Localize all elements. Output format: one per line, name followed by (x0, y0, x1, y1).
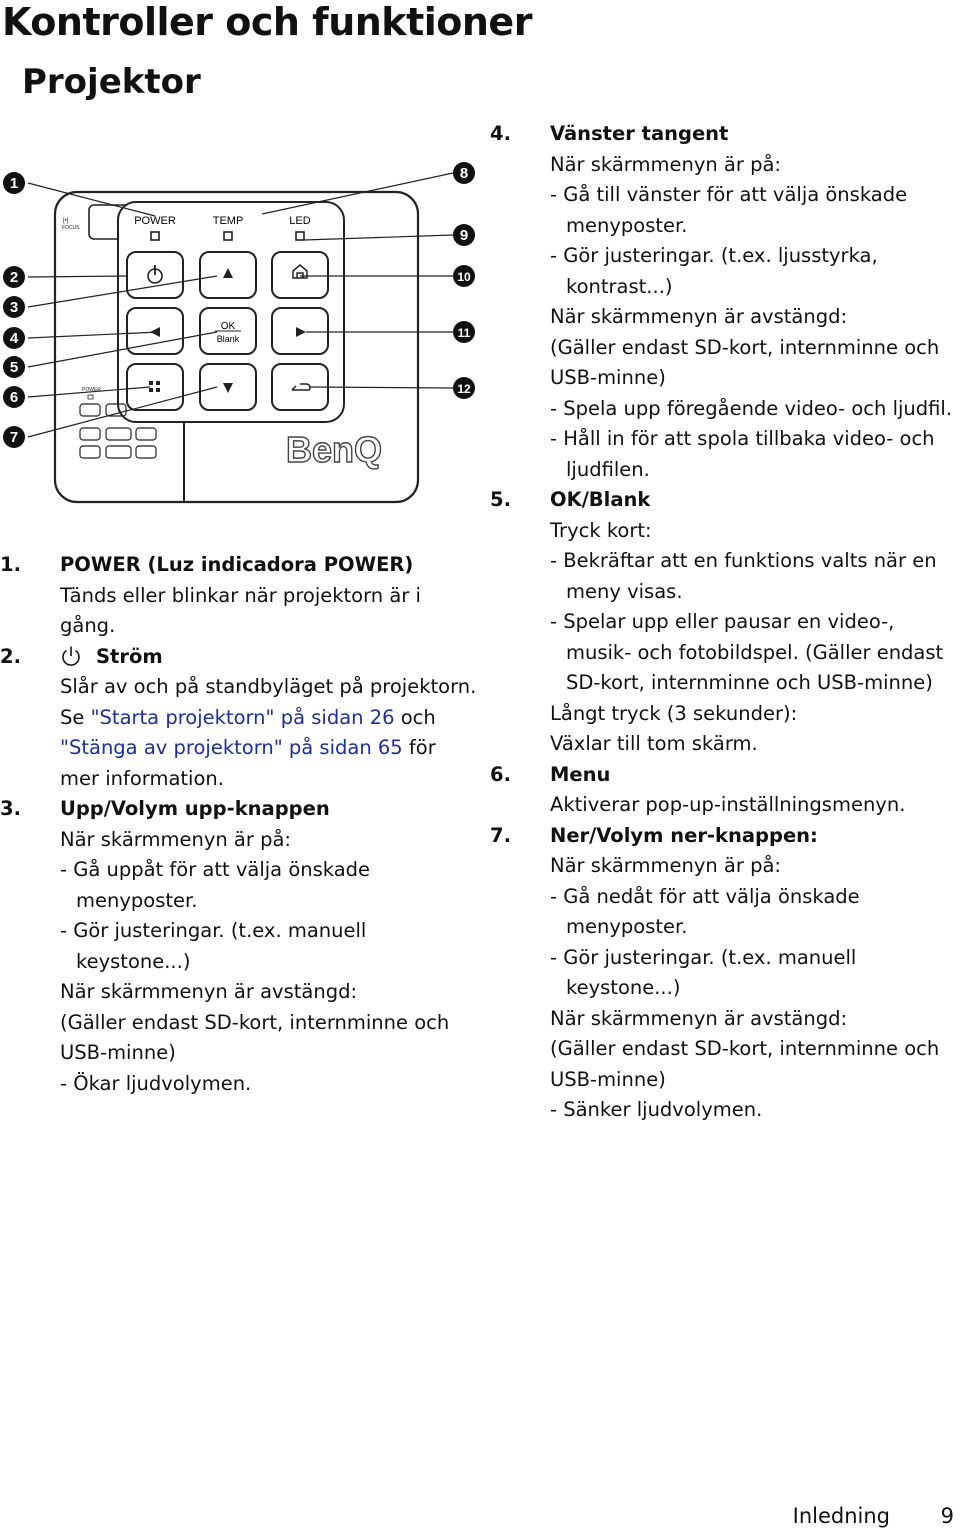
item-text: Aktiverar pop-up-inställningsmenyn. (550, 793, 906, 816)
footer-section-name: Inledning (792, 1504, 890, 1528)
item-number: 4. (490, 122, 511, 145)
item-text: Tänds eller blinkar när projektorn är i gång. (60, 583, 421, 637)
item-text: Växlar till tom skärm. (550, 732, 758, 755)
link-stanga-av-projektorn[interactable]: "Stänga av projektorn" på sidan 65 (60, 736, 403, 759)
callout-7: 7 (9, 429, 19, 446)
callout-6: 6 (9, 389, 19, 406)
indicator-label-temp: TEMP (212, 215, 244, 227)
callout-2: 2 (9, 269, 19, 286)
svg-text:[•]: [•] (63, 218, 69, 224)
item-bullet: - Bekräftar att en funktions valts när en meny visas. (550, 549, 937, 603)
item-text: Långt tryck (3 sekunder): (550, 701, 798, 725)
item-heading: Vänster tangent (550, 122, 729, 145)
item-bullet: - Spela upp föregående video- och ljudfil. (550, 396, 953, 420)
item-text: (Gäller endast SD-kort, internminne och USB-minne) (550, 1037, 940, 1091)
item-bullet: - Gör justeringar. (t.ex. manuell keystone...) (60, 919, 367, 973)
item-text: (Gäller endast SD-kort, internminne och USB-minne) (60, 1010, 450, 1064)
item-text: När skärmmenyn är avstängd: (550, 305, 848, 328)
power-icon (60, 645, 82, 667)
right-column (490, 119, 960, 1126)
item-bullet: - Gå nedåt för att välja önskade menyposter. (550, 884, 860, 938)
item-bullet: - Håll in för att spola tillbaka video- och ljudfilen. (550, 427, 935, 481)
item-text: När skärmmenyn är på: (550, 152, 781, 176)
focus-label: FOCUS (62, 225, 80, 231)
brand-logo: BenQ (285, 429, 383, 470)
section-title: Projektor (22, 62, 201, 102)
item-bullet: - Gör justeringar. (t.ex. ljusstyrka, kontrast...) (550, 244, 878, 298)
item-7 (490, 821, 960, 1126)
item-4 (490, 119, 960, 485)
item-6 (490, 760, 960, 821)
item-heading: POWER (Luz indicadora POWER) (60, 553, 414, 576)
item-number: 1. (0, 553, 21, 576)
item-number: 3. (0, 797, 21, 820)
projector-diagram (0, 150, 490, 520)
item-bullet: - Ökar ljudvolymen. (60, 1071, 252, 1095)
ok-label: OK (220, 321, 236, 332)
item-5 (490, 485, 960, 760)
callout-9: 9 (459, 227, 469, 244)
callout-12: 12 (457, 382, 471, 396)
item-2 (0, 642, 480, 795)
item-bullet: - Gå uppåt för att välja önskade menyposter. (60, 858, 371, 912)
callout-3: 3 (9, 299, 19, 316)
item-heading: Upp/Volym upp-knappen (60, 797, 330, 820)
link-starta-projektorn[interactable]: "Starta projektorn" på sidan 26 (90, 705, 395, 729)
item-text: Se "Starta projektorn" på sidan 26 och "Stänga av projektorn" på sidan 65 för mer information. (60, 705, 436, 790)
page-number: 9 (940, 1504, 954, 1528)
indicator-label-led: LED (289, 215, 311, 227)
callout-11: 11 (457, 326, 471, 340)
small-power-label: POWER (82, 387, 101, 393)
callout-10: 10 (457, 270, 471, 284)
item-heading: Menu (550, 762, 611, 786)
item-bullet: - Gör justeringar. (t.ex. manuell keystone...) (550, 945, 857, 999)
item-text: När skärmmenyn är avstängd: (550, 1006, 848, 1030)
item-text: När skärmmenyn är avstängd: (60, 980, 358, 1003)
item-text: Tryck kort: (550, 518, 652, 542)
item-number: 2. (0, 644, 21, 668)
callout-8: 8 (459, 165, 469, 182)
blank-label: Blank (216, 334, 240, 344)
item-heading: OK/Blank (550, 488, 651, 511)
item-text: När skärmmenyn är på: (550, 854, 781, 877)
callout-1: 1 (9, 175, 19, 192)
item-text: (Gäller endast SD-kort, internminne och USB-minne) (550, 335, 940, 389)
callout-5: 5 (9, 359, 19, 376)
item-text: Slår av och på standbyläget på projektorn. (60, 675, 477, 698)
indicator-label-power: POWER (134, 215, 176, 227)
item-number: 6. (490, 762, 511, 786)
page-title: Kontroller och funktioner (2, 0, 532, 44)
item-3 (0, 794, 480, 1099)
item-bullet: - Gå till vänster för att välja önskade menyposter. (550, 183, 908, 237)
item-text: När skärmmenyn är på: (60, 827, 291, 851)
item-1 (0, 550, 480, 642)
home-button[interactable] (272, 252, 328, 298)
item-bullet: - Sänker ljudvolymen. (550, 1098, 763, 1121)
item-number: 7. (490, 823, 511, 847)
item-heading: Ner/Volym ner-knappen: (550, 823, 818, 847)
item-heading: Ström (60, 642, 480, 673)
item-bullet: - Spelar upp eller pausar en video-, musik- och fotobildspel. (Gäller endast SD-kort, internminne och USB-minne) (550, 610, 944, 694)
item-number: 5. (490, 488, 511, 511)
left-column (0, 550, 480, 1099)
callout-4: 4 (9, 330, 19, 347)
